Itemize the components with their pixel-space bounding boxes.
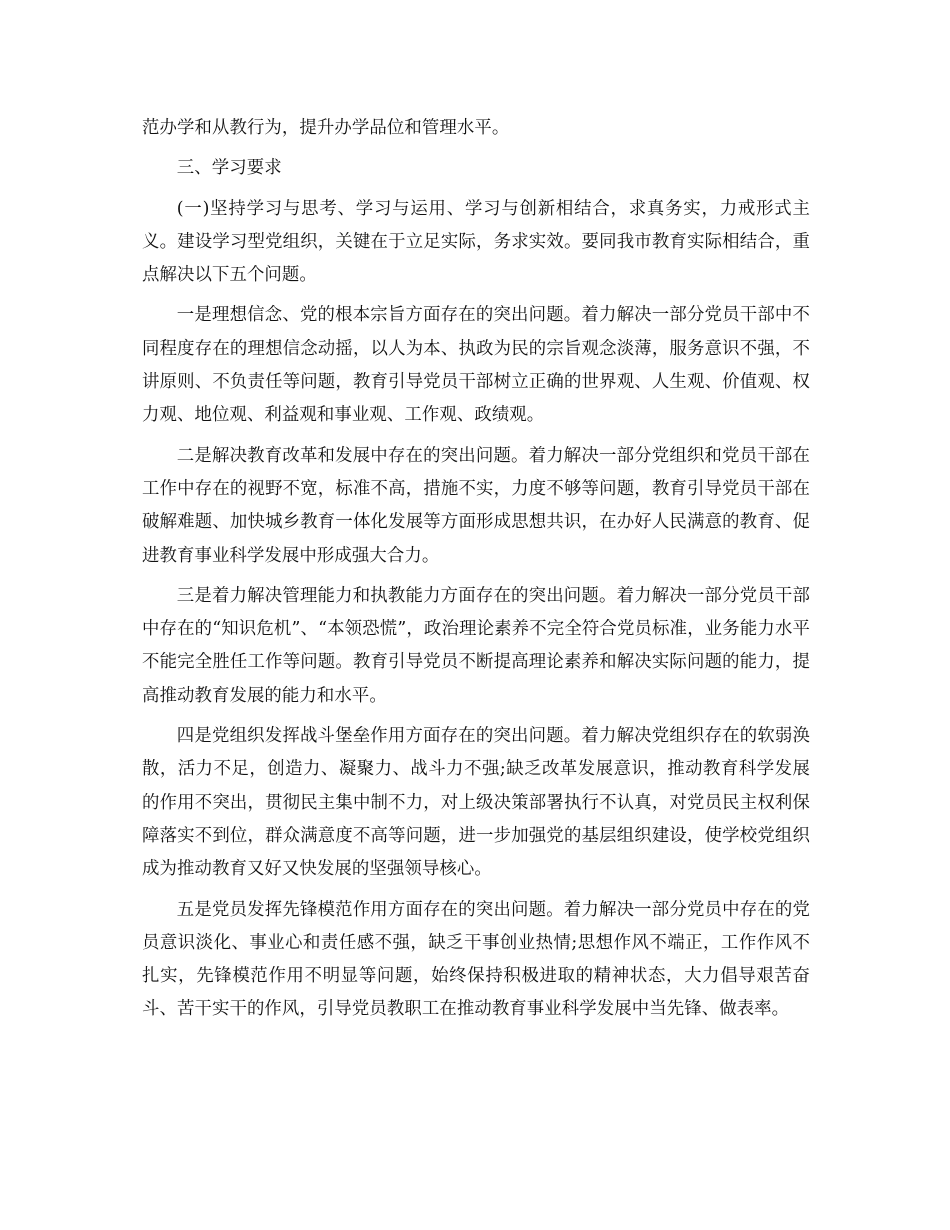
section-heading-study-requirements: 三、学习要求 [176, 158, 282, 179]
paragraph-issue-management-ability: 三是着力解决管理能力和执教能力方面存在的突出问题。着力解决一部分党员干部中存在的“知识危机”、“本领恐慌”，政治理论素养不完全符合党员标准，业务能力水平不能完全胜任工作等问题。教育引导党员不断提高理论素养和解决实际问题的能力，提高推动教育发展的能力和水平。 [142, 585, 810, 706]
paragraph-requirement-one: (一)坚持学习与思考、学习与运用、学习与创新相结合，求真务实，力戒形式主义。建设学习型党组织，关键在于立足实际，务求实效。要同我市教育实际相结合，重点解决以下五个问题。 [142, 198, 810, 286]
paragraph-continuation: 范办学和从教行为，提升办学品位和管理水平。 [142, 118, 510, 138]
paragraph-issue-party-organization: 四是党组织发挥战斗堡垒作用方面存在的突出问题。着力解决党组织存在的软弱涣散，活力不足，创造力、凝聚力、战斗力不强;缺乏改革发展意识，推动教育科学发展的作用不突出，贯彻民主集中制不力，对上级决策部署执行不认真，对党员民主权利保障落实不到位，群众满意度不高等问题，进一步加强党的基层组织建设，使学校党组织成为推动教育又好又快发展的坚强领导核心。 [142, 726, 810, 880]
paragraph-issue-party-members: 五是党员发挥先锋模范作用方面存在的突出问题。着力解决一部分党员中存在的党员意识淡化、事业心和责任感不强，缺乏干事创业热情;思想作风不端正，工作作风不扎实，先锋模范作用不明显等问题，始终保持积极进取的精神状态，大力倡导艰苦奋斗、苦干实干的作风，引导党员教职工在推动教育事业科学发展中当先锋、做表率。 [142, 899, 810, 1020]
document-body [142, 112, 810, 1034]
paragraph-issue-education-reform: 二是解决教育改革和发展中存在的突出问题。着力解决一部分党组织和党员干部在工作中存在的视野不宽，标准不高，措施不实，力度不够等问题，教育引导党员干部在破解难题、加快城乡教育一体化发展等方面形成思想共识，在办好人民满意的教育、促进教育事业科学发展中形成强大合力。 [142, 445, 810, 566]
paragraph-issue-ideals-beliefs: 一是理想信念、党的根本宗旨方面存在的突出问题。着力解决一部分党员干部中不同程度存在的理想信念动摇，以人为本、执政为民的宗旨观念淡薄，服务意识不强，不讲原则、不负责任等问题，教育引导党员干部树立正确的世界观、人生观、价值观、权力观、地位观、利益观和事业观、工作观、政绩观。 [142, 305, 810, 426]
